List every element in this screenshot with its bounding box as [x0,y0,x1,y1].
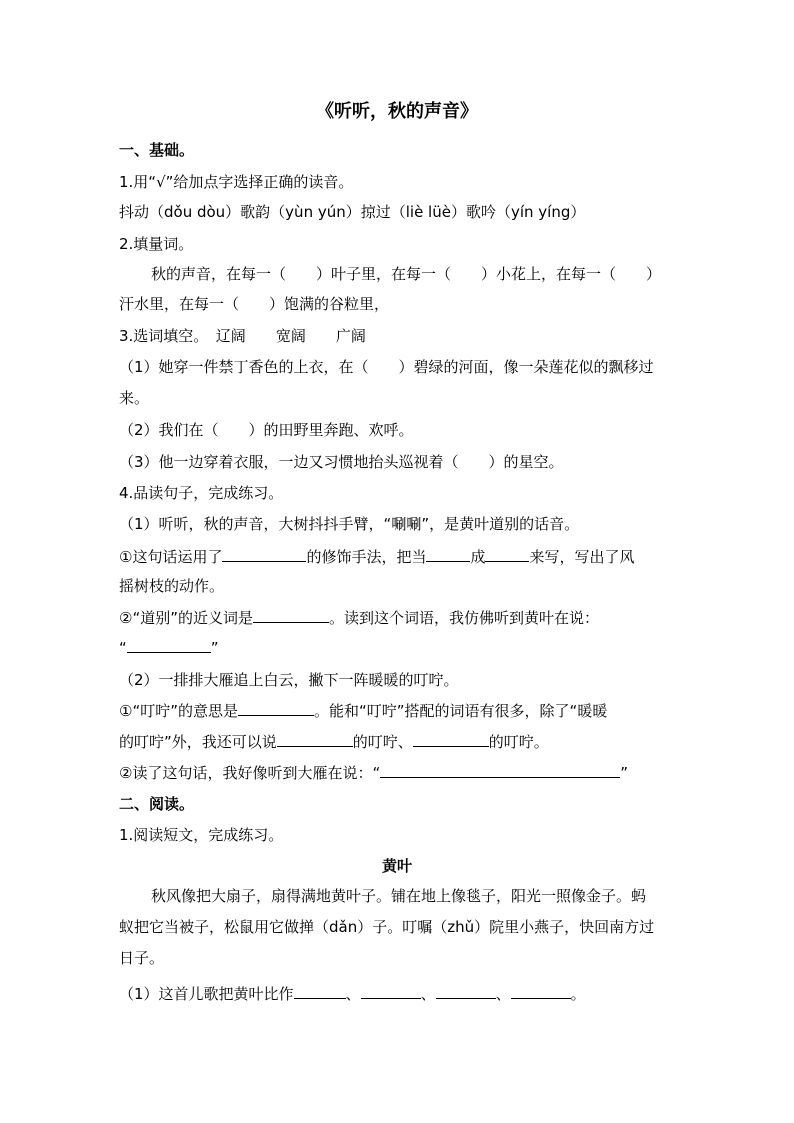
question-4-1-a-line-1 [119,546,635,567]
question-4-2-b [119,762,628,783]
passage-line-3: 日子。 [119,949,165,967]
reading-question-1-1 [119,983,586,1004]
passage-line-1: 秋风像把大扇子，扇得满地黄叶子。铺在地上像毯子，阳光一照像金子。蚂 [151,887,647,905]
text-fragment: ②读了这句话，我好像听到大雁在说：“ [119,764,381,782]
answer-blank-collocation-2[interactable] [413,731,489,747]
text-fragment: ①这句话运用了 [119,548,223,566]
question-2: 2.填量词。 [119,235,194,253]
text-fragment: ②“道别”的近义词是 [119,609,253,627]
answer-blank-synonym[interactable] [253,607,329,623]
passage-title: 黄叶 [381,857,412,875]
answer-blank-metaphor-2[interactable] [361,983,421,999]
answer-blank-metaphor-1[interactable] [294,983,346,999]
question-3-1-line-1: （1）她穿一件禁丁香色的上衣，在（ ）碧绿的河面，像一朵莲花似的飘移过 [119,358,654,376]
close-quote: ” [210,639,219,657]
question-4-1-a-line-2: 摇树枝的动作。 [119,577,225,595]
text-fragment: （1）这首儿歌把黄叶比作 [119,985,294,1003]
text-fragment: ①“叮咛”的意思是 [119,702,238,720]
question-3-2: （2）我们在（ ）的田野里奔跑、欢呼。 [119,421,414,439]
section-reading-heading: 二、阅读。 [119,795,195,813]
text-fragment: 的叮咛、 [352,733,413,751]
text-fragment: 来写，写出了风 [529,548,635,566]
period: 。 [570,985,586,1003]
question-1-items: 抖动（dǒu dòu）歌韵（yùn yún）掠过（liè lüè）歌吟（yín yíng） [119,203,586,221]
question-3-1-line-2: 来。 [119,389,150,407]
separator: 、 [420,985,436,1003]
text-fragment: 成 [470,548,486,566]
passage-line-2: 蚁把它当被子，松鼠用它做掸（dǎn）子。叮嘱（zhǔ）院里小燕子，快回南方过 [119,918,655,936]
question-4-2: （2）一排排大雁追上白云，撇下一阵暖暖的叮咛。 [119,671,459,689]
question-2-line-2: 汗水里，在每一（ ）饱满的谷粒里， [119,295,390,313]
question-4-1-b-line-2 [119,637,219,658]
answer-blank-subject[interactable] [426,546,470,562]
text-fragment: 的修饰手法，把当 [306,548,427,566]
separator: 、 [495,985,511,1003]
text-fragment: 的叮咛”外，我还可以说 [119,733,277,751]
answer-blank-metaphor-3[interactable] [436,983,496,999]
question-4-1-b-line-1 [119,607,599,628]
question-4-2-a-line-2 [119,731,549,752]
text-fragment: 的叮咛。 [488,733,549,751]
question-1: 1.用“√”给加点字选择正确的读音。 [119,173,354,191]
open-quote: “ [119,639,127,657]
question-4-1: （1）听听，秋的声音，大树抖抖手臂，“唰唰”，是黄叶道别的话音。 [119,515,580,533]
answer-blank-meaning[interactable] [238,700,314,716]
reading-question-1: 1.阅读短文，完成练习。 [119,826,284,844]
question-2-line-1: 秋的声音，在每一（ ）叶子里，在每一（ ）小花上，在每一（ ） [151,265,662,283]
separator: 、 [345,985,361,1003]
answer-blank-rhetoric[interactable] [222,546,306,562]
answer-blank-leaf-says[interactable] [127,637,211,653]
text-fragment: 。读到这个词语，我仿佛听到黄叶在说： [329,609,600,627]
answer-blank-goose-says[interactable] [380,762,620,778]
answer-blank-metaphor-4[interactable] [511,983,571,999]
question-4: 4.品读句子，完成练习。 [119,484,284,502]
question-4-2-a-line-1 [119,700,607,721]
question-3: 3.选词填空。 辽阔 宽阔 广阔 [119,327,366,345]
page-title: 《听听，秋的声音》 [316,101,478,122]
answer-blank-collocation-1[interactable] [277,731,353,747]
text-fragment: 。能和“叮咛”搭配的词语有很多，除了“暖暖 [314,702,608,720]
close-quote: ” [620,764,629,782]
answer-blank-object[interactable] [485,546,529,562]
question-3-3: （3）他一边穿着衣服，一边又习惯地抬头巡视着（ ）的星空。 [119,453,564,471]
section-basics-heading: 一、基础。 [119,141,195,159]
